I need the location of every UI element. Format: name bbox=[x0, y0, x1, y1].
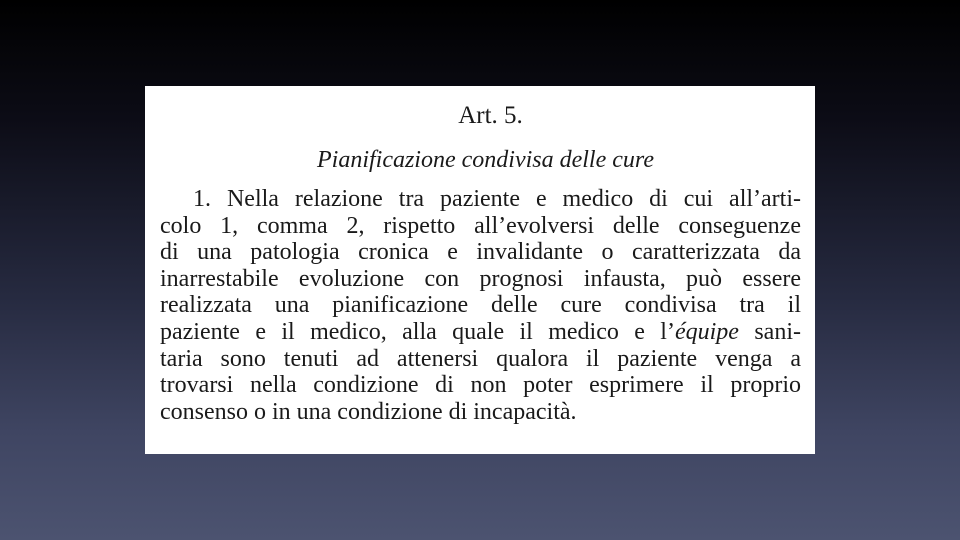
italic-term: équipe bbox=[674, 318, 739, 345]
paragraph-line: realizzata una pianificazione delle cure condivisa tra il bbox=[160, 292, 801, 319]
paragraph-line: inarrestabile evoluzione con prognosi infausta, può essere bbox=[160, 265, 801, 292]
paragraph-text: sani- bbox=[738, 318, 801, 345]
paragraph-line: colo 1, comma 2, rispetto all’evolversi delle conseguenze bbox=[160, 212, 801, 239]
paragraph-line: di una patologia cronica e invalidante o caratterizzata da bbox=[160, 239, 801, 266]
paragraph-line: taria sono tenuti ad attenersi qualora il paziente venga a bbox=[160, 345, 801, 372]
article-number: Art. 5. bbox=[458, 102, 523, 129]
paragraph-line: trovarsi nella condizione di non poter esprimere il proprio bbox=[160, 372, 801, 399]
document-excerpt bbox=[145, 86, 815, 454]
paragraph-line bbox=[160, 319, 801, 346]
article-title: Pianificazione condivisa delle cure bbox=[316, 147, 655, 173]
article-paragraph bbox=[160, 186, 801, 425]
paragraph-line: consenso o in una condizione di incapacità. bbox=[160, 398, 577, 425]
paragraph-line: 1. Nella relazione tra paziente e medico di cui all’arti- bbox=[193, 186, 801, 212]
paragraph-text: paziente e il medico, alla quale il medico e l’ bbox=[160, 318, 675, 345]
